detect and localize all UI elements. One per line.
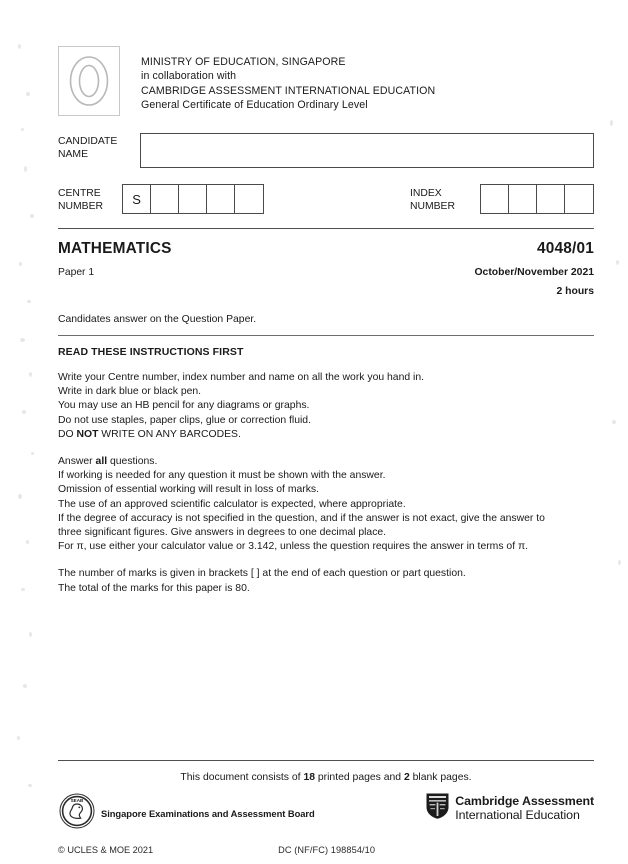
instructions-block-3: The number of marks is given in brackets [ ] at the end of each question or part question. The total of the marks for this paper is 80.: [58, 568, 466, 594]
centre-number-label: CENTRE NUMBER: [58, 188, 104, 212]
seab-crest-icon: [58, 792, 96, 835]
index-number-label: INDEX NUMBER: [409, 188, 455, 212]
centre-number-cell[interactable]: S: [123, 185, 151, 213]
index-number-cell[interactable]: [481, 185, 509, 213]
instructions-block-1: Write your Centre number, index number and name on all the work you hand in. Write in dark blue or black pen. You may use an HB pencil for any diagrams or graphs. Do not use staples, paper clips, glue or correction fluid. DO NOT WRITE ON ANY BARCODES.: [58, 371, 594, 442]
cambridge-line-2: International Education: [455, 807, 580, 822]
exam-session: October/November 2021: [474, 267, 594, 278]
barcodes-instruction: DO NOT WRITE ON ANY BARCODES.: [58, 428, 241, 440]
seab-label: Singapore Examinations and Assessment Board: [101, 808, 315, 819]
cambridge-logo: [425, 792, 594, 825]
header-line-certificate: General Certificate of Education Ordinary Level: [141, 99, 368, 112]
centre-number-input[interactable]: [122, 184, 264, 214]
divider-footer: [58, 760, 594, 761]
instructions-heading: READ THESE INSTRUCTIONS FIRST: [58, 346, 244, 358]
paper-title-block: [58, 240, 594, 297]
number-row: [58, 184, 594, 214]
exam-duration: 2 hours: [556, 286, 594, 297]
document-pages-note: This document consists of 18 printed pages and 2 blank pages.: [180, 772, 472, 783]
centre-number-cell[interactable]: [207, 185, 235, 213]
candidate-name-input[interactable]: [140, 133, 594, 168]
moe-letter-o-logo-icon: [58, 46, 120, 116]
index-number-input[interactable]: [480, 184, 594, 214]
seab-logo: [58, 792, 315, 835]
index-number-cell[interactable]: [509, 185, 537, 213]
centre-number-cell[interactable]: [179, 185, 207, 213]
header-line-cambridge: CAMBRIDGE ASSESSMENT INTERNATIONAL EDUCATION: [141, 84, 436, 97]
page-footer: [58, 760, 594, 855]
subject-title: MATHEMATICS: [58, 240, 172, 257]
cambridge-shield-icon: [425, 792, 450, 825]
divider-top: [58, 228, 594, 229]
exam-header: [58, 46, 594, 116]
centre-number-cell[interactable]: [235, 185, 263, 213]
candidate-name-row: [58, 133, 594, 168]
copyright-notice: © UCLES & MOE 2021: [58, 845, 154, 855]
svg-text:SEAB: SEAB: [70, 797, 84, 803]
centre-number-cell[interactable]: [151, 185, 179, 213]
divider-instructions: [58, 335, 594, 336]
paper-code: 4048/01: [536, 240, 594, 257]
dc-code: DC (NF/FC) 198854/10: [278, 845, 376, 855]
answer-on-note: Candidates answer on the Question Paper.: [58, 314, 257, 325]
instructions-block-2: Answer all questions. If working is needed for any question it must be shown with the answer. Omission of essential working will result in loss of marks. The use of an approved scientific calculator is expected, where appropriate. If the degree of accuracy is not specified in the question, and if the answer is not exact, give the answer to three significant figures. Give answers in degrees to one decimal place. For π, use either your calculator value or 3.142, unless the question requires the answer in terms of π.: [58, 455, 594, 554]
answer-all-instruction: Answer all questions.: [58, 456, 158, 468]
footer-logos: [58, 792, 594, 835]
header-line-collaboration: in collaboration with: [141, 70, 237, 83]
footer-meta-row: [58, 845, 594, 855]
cambridge-line-1: Cambridge Assessment: [455, 793, 594, 808]
candidate-name-label: CANDIDATE NAME: [58, 136, 118, 160]
index-number-cell[interactable]: [565, 185, 593, 213]
index-number-cell[interactable]: [537, 185, 565, 213]
paper-number: Paper 1: [58, 267, 95, 278]
header-line-ministry: MINISTRY OF EDUCATION, SINGAPORE: [141, 56, 346, 68]
